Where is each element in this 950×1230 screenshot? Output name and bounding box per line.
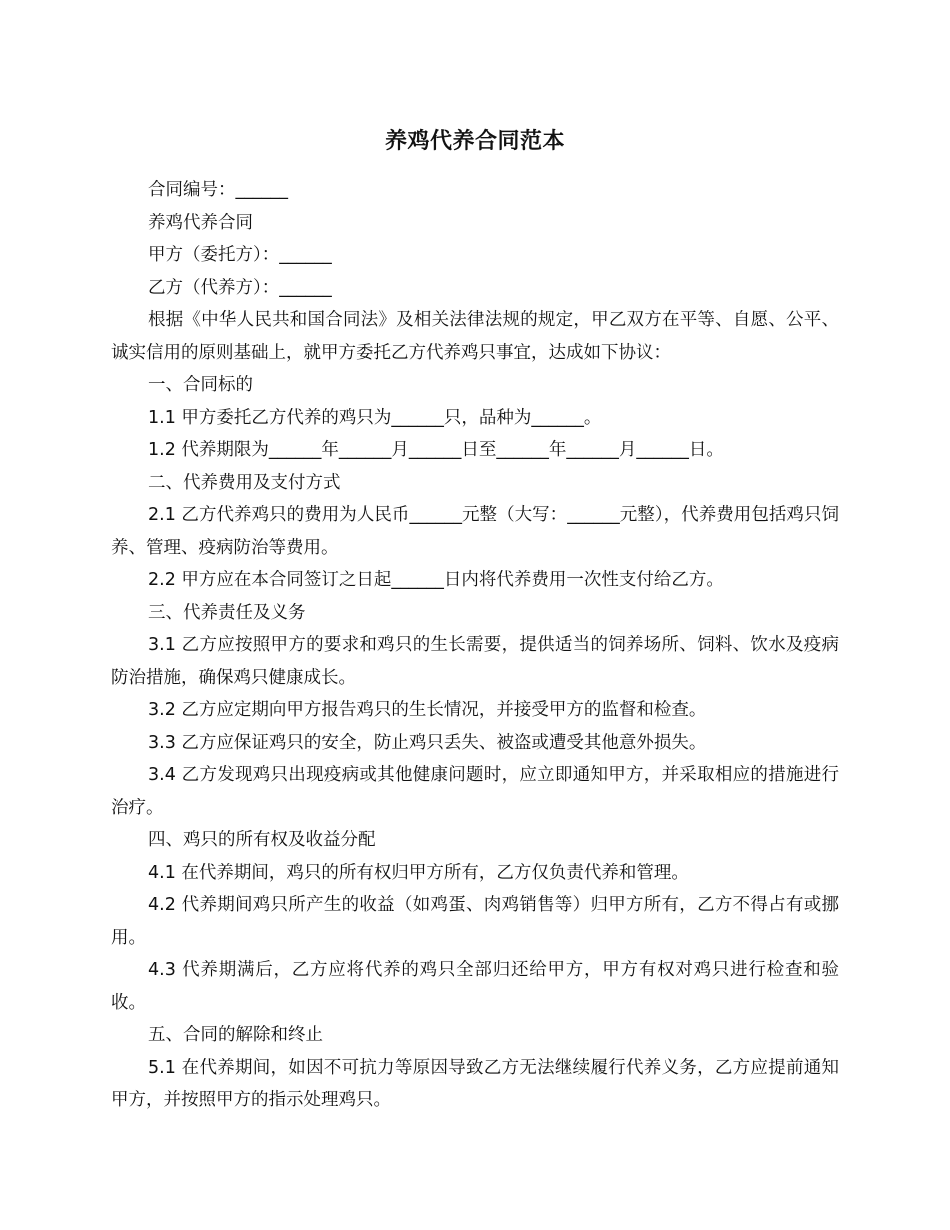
- contract-name-line: 养鸡代养合同: [148, 212, 253, 233]
- clause-1-1: 1.1 甲方委托乙方代养的鸡只为______只，品种为______。: [148, 407, 602, 428]
- section-heading-5: 五、合同的解除和终止: [148, 1025, 323, 1045]
- preamble-paragraph: 根据《中华人民共和国合同法》及相关法律法规的规定，甲乙双方在平等、自愿、公平、诚实信用的原则基础上，就甲方委托乙方代养鸡只事宜，达成如下协议：: [111, 310, 839, 363]
- clause-3-1: 3.1 乙方应按照甲方的要求和鸡只的生长需要，提供适当的饲养场所、饲料、饮水及疫病防治措施，确保鸡只健康成长。: [111, 635, 839, 688]
- clause-3-2: 3.2 乙方应定期向甲方报告鸡只的生长情况，并接受甲方的监督和检查。: [148, 700, 707, 720]
- clause-3-3: 3.3 乙方应保证鸡只的安全，防止鸡只丢失、被盗或遭受其他意外损失。: [148, 732, 707, 753]
- contract-number-line: 合同编号：______: [148, 180, 288, 200]
- clause-5-1: 5.1 在代养期间，如因不可抗力等原因导致乙方无法继续履行代养义务，乙方应提前通知甲方，并按照甲方的指示处理鸡只。: [111, 1057, 839, 1110]
- section-heading-1: 一、合同标的: [148, 375, 253, 395]
- party-b-line: 乙方（代养方）：______: [148, 277, 332, 298]
- clause-4-1: 4.1 在代养期间，鸡只的所有权归甲方所有，乙方仅负责代养和管理。: [148, 862, 689, 883]
- clause-2-2: 2.2 甲方应在本合同签订之日起______日内将代养费用一次性支付给乙方。: [148, 570, 724, 590]
- section-heading-2: 二、代养费用及支付方式: [148, 472, 341, 493]
- clause-4-2: 4.2 代养期间鸡只所产生的收益（如鸡蛋、肉鸡销售等）归甲方所有，乙方不得占有或挪用。: [111, 895, 839, 948]
- document-body: [111, 174, 839, 1117]
- clause-3-4: 3.4 乙方发现鸡只出现疫病或其他健康问题时，应立即通知甲方，并采取相应的措施进行治疗。: [111, 765, 839, 818]
- clause-4-3: 4.3 代养期满后，乙方应将代养的鸡只全部归还给甲方，甲方有权对鸡只进行检查和验收。: [111, 960, 839, 1013]
- section-heading-3: 三、代养责任及义务: [148, 602, 306, 623]
- document-title: 养鸡代养合同范本: [384, 129, 565, 154]
- section-heading-4: 四、鸡只的所有权及收益分配: [148, 830, 376, 850]
- party-a-line: 甲方（委托方）：______: [148, 245, 332, 265]
- clause-2-1: 2.1 乙方代养鸡只的费用为人民币______元整（大写：______元整），代养费用包括鸡只饲养、管理、疫病防治等费用。: [111, 505, 839, 558]
- clause-1-2: 1.2 代养期限为______年______月______日至______年______月______日。: [148, 440, 724, 460]
